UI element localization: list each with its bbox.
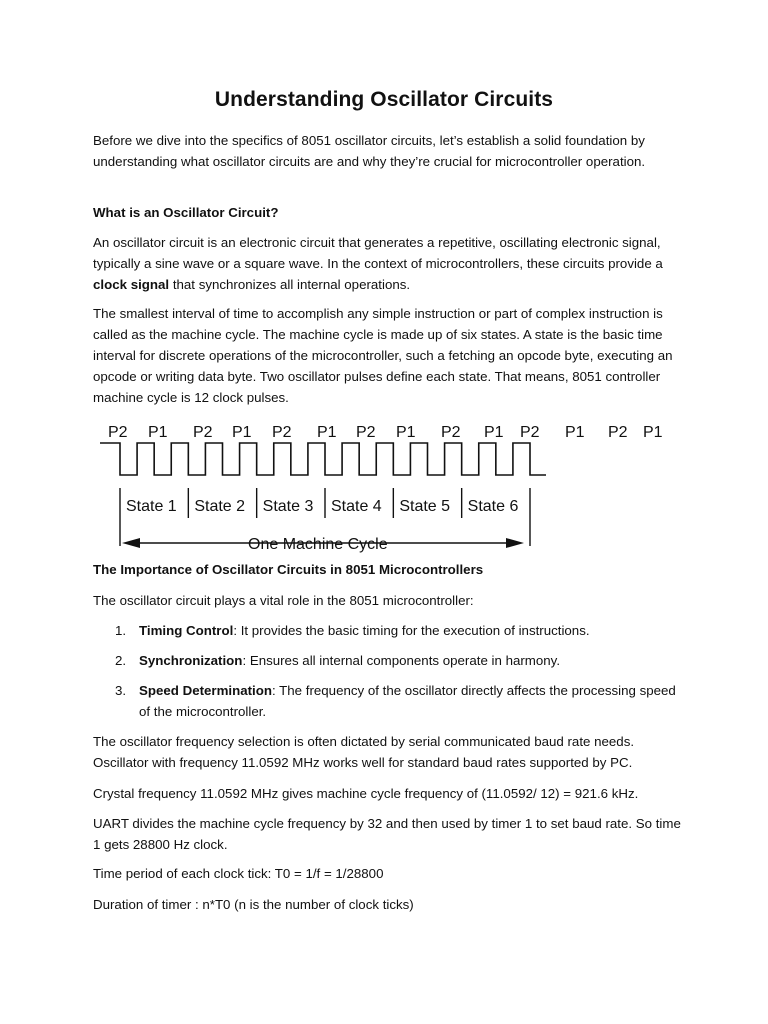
crystal-paragraph: Crystal frequency 11.0592 MHz gives machine cycle frequency of (11.0592/ 12) = 921.6 kHz. xyxy=(93,786,639,801)
list-term: Speed Determination xyxy=(139,683,272,698)
frequency-paragraph: The oscillator frequency selection is often dictated by serial communicated baud rate needs. Oscillator with frequency 11.0592 MHz works well for standard baud rates supported by PC. xyxy=(93,734,635,770)
state-labels xyxy=(126,498,518,515)
pulse-label: P1 xyxy=(317,424,337,441)
pulse-label: P1 xyxy=(396,424,416,441)
pulse-label: P2 xyxy=(356,424,376,441)
state-label: State 5 xyxy=(399,498,451,515)
clock-signal-term: clock signal xyxy=(93,277,170,292)
state-label: State 6 xyxy=(467,498,519,515)
list-text xyxy=(139,680,679,722)
list-description: : The frequency of the oscillator directly affects the processing speed of the microcontroller. xyxy=(139,683,676,719)
what-heading-text: What is an Oscillator Circuit? xyxy=(93,205,279,220)
pulse-label: P2 xyxy=(193,424,213,441)
pulse-label: P1 xyxy=(484,424,504,441)
duration-paragraph: Duration of timer : n*T0 (n is the number of clock ticks) xyxy=(93,897,414,912)
intro-paragraph: Before we dive into the specifics of 8051 oscillator circuits, let’s establish a solid foundation by understanding what oscillator circuits are and why they’re crucial for microcontroller operation. xyxy=(93,133,646,169)
importance-intro: The oscillator circuit plays a vital role in the 8051 microcontroller: xyxy=(93,593,474,608)
page-title: Understanding Oscillator Circuits xyxy=(214,88,554,111)
what-text-before: An oscillator circuit is an electronic circuit that generates a repetitive, oscillating electronic signal, typically a sine wave or a square wave. In the context of microcontrollers, these circuits provide a xyxy=(93,235,663,271)
list-number: 1. xyxy=(115,623,127,638)
machine-cycle-paragraph: The smallest interval of time to accomplish any simple instruction or part of complex instruction is called as the machine cycle. The machine cycle is made up of six states. A state is the basic time interval for discrete operations of the microcontroller, such a fetching an opcode byte, executing an opcode or writing data byte. Two oscillator pulses define each state. That means, 8051 controller machine cycle is 12 clock pulses. xyxy=(93,306,673,405)
clock-waveform xyxy=(100,443,546,475)
importance-heading-text: The Importance of Oscillator Circuits in 8051 Microcontrollers xyxy=(93,562,484,577)
state-label: State 4 xyxy=(331,498,382,515)
list-description: : It provides the basic timing for the execution of instructions. xyxy=(233,623,590,638)
state-label: State 3 xyxy=(262,498,314,515)
pulse-label: P2 xyxy=(441,424,461,441)
list-term: Synchronization xyxy=(139,653,243,668)
uart-paragraph: UART divides the machine cycle frequency by 32 and then used by timer 1 to set baud rate. So time 1 gets 28800 Hz clock. xyxy=(93,816,681,852)
list-text xyxy=(139,650,679,671)
list-number: 2. xyxy=(115,653,127,668)
list-term: Timing Control xyxy=(139,623,234,638)
pulse-label: P2 xyxy=(272,424,292,441)
period-paragraph: Time period of each clock tick: T0 = 1/f = 1/28800 xyxy=(93,866,384,881)
machine-cycle-diagram xyxy=(100,418,700,556)
pulse-labels xyxy=(108,424,663,441)
pulse-label: P1 xyxy=(148,424,168,441)
cycle-arrow-right-head xyxy=(506,538,524,548)
what-paragraph xyxy=(93,232,683,295)
pulse-label: P2 xyxy=(520,424,540,441)
list-description: : Ensures all internal components operate in harmony. xyxy=(242,653,561,668)
what-text-after: that synchronizes all internal operations. xyxy=(169,277,411,292)
list-number: 3. xyxy=(115,683,127,698)
importance-heading xyxy=(93,559,683,580)
pulse-label: P1 xyxy=(643,424,663,441)
pulse-label: P1 xyxy=(565,424,585,441)
state-label: State 2 xyxy=(194,498,246,515)
cycle-arrow-left-head xyxy=(122,538,140,548)
list-text xyxy=(139,620,679,641)
cycle-label: One Machine Cycle xyxy=(248,536,388,553)
pulse-label: P1 xyxy=(232,424,252,441)
state-label: State 1 xyxy=(126,498,177,515)
pulse-label: P2 xyxy=(608,424,628,441)
pulse-label: P2 xyxy=(108,424,128,441)
what-heading xyxy=(93,202,683,223)
